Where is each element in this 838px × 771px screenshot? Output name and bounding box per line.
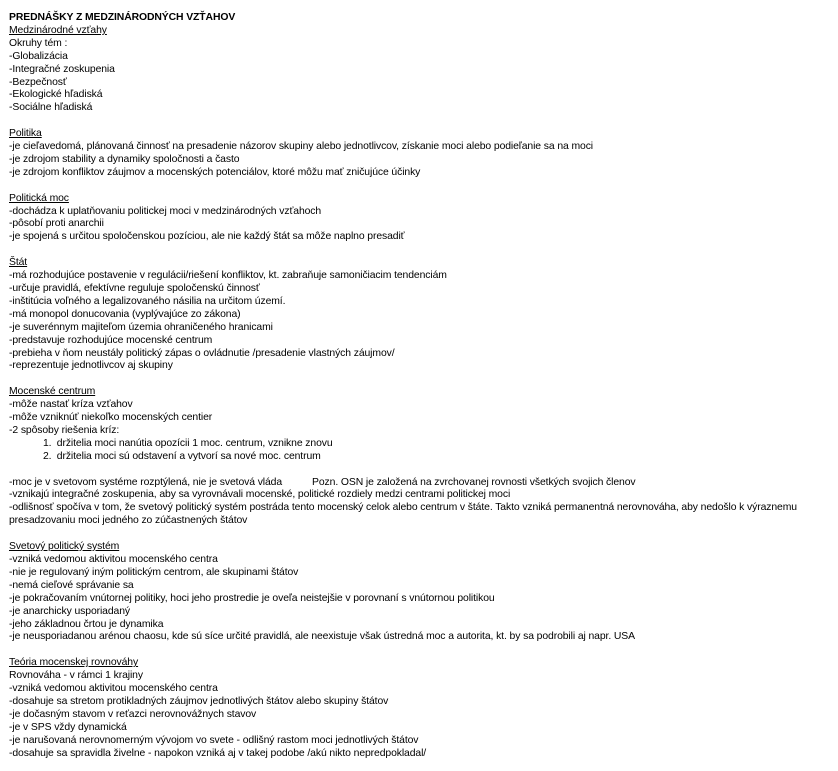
text-line: -nemá cieľové správanie sa bbox=[9, 579, 134, 591]
item-text: držitelia moci nanútia opozícii 1 moc. centrum, vznikne znovu bbox=[56, 437, 333, 449]
document bbox=[9, 12, 831, 760]
text-line: -vzniká vedomou aktivitou mocenského centra bbox=[9, 683, 218, 695]
text-line: Rovnováha - v rámci 1 krajiny bbox=[9, 670, 143, 682]
section-medzinarodne-vztahy bbox=[9, 25, 831, 115]
blank-line bbox=[9, 644, 831, 657]
text-line: -je dočasným stavom v reťazci nerovnovážnych stavov bbox=[9, 708, 257, 720]
text-line-with-note bbox=[9, 477, 831, 490]
text-line: -jeho základnou črtou je dynamika bbox=[9, 618, 164, 630]
text-line: -je cieľavedomá, plánovaná činnosť na presadenie názorov skupiny alebo jednotlivcov, získanie moci alebo podieľanie sa na moci bbox=[9, 141, 594, 153]
blank-line bbox=[9, 115, 831, 128]
numbered-item bbox=[9, 438, 831, 451]
text-line: -je zdrojom konfliktov záujmov a mocenských potenciálov, ktoré môžu mať zničujúce účinky bbox=[9, 166, 421, 178]
text-line: -Globalizácia bbox=[9, 50, 68, 62]
blank-line bbox=[9, 244, 831, 257]
text-line: -dosahuje sa spravidla živelne - napokon vzniká aj v takej podobe /akú nikto nepredpokladal/ bbox=[9, 747, 427, 759]
text-line: -je neusporiadanou arénou chaosu, kde sú síce určité pravidlá, ale neexistuje však ústredná moc a autorita, kt. by sa podrobili aj napr. USA bbox=[9, 631, 635, 643]
text-line: -Ekologické hľadiská bbox=[9, 89, 103, 101]
text-line: -moc je v svetovom systéme rozptýlená, nie je svetová vláda bbox=[9, 476, 283, 488]
section-heading: Mocenské centrum bbox=[9, 386, 96, 398]
text-line: -dochádza k uplatňovaniu politickej moci v medzinárodných vzťahoch bbox=[9, 205, 322, 217]
blank-line bbox=[9, 464, 831, 477]
text-line: -prebieha v ňom neustály politický zápas o ovládnutie /presadenie vlastných záujmov/ bbox=[9, 347, 395, 359]
text-line: -reprezentuje jednotlivcov aj skupiny bbox=[9, 360, 173, 372]
section-politicka-moc bbox=[9, 193, 831, 245]
text-line: -má monopol donucovania (vyplývajúce zo zákona) bbox=[9, 308, 241, 320]
blank-line bbox=[9, 373, 831, 386]
text-line: -vznikajú integračné zoskupenia, aby sa vyrovnávali mocenské, politické rozdiely medzi centrami politickej moci bbox=[9, 489, 511, 501]
text-line: -pôsobí proti anarchii bbox=[9, 218, 104, 230]
text-paragraph: -odlišnosť spočíva v tom, že svetový politický systém postráda tento mocenský celok alebo centrum v štáte. Takto vzniká permanentná nerovnováha, aby nedošlo k výraznemu presadzovaniu moci jedného zo zúčastnených štátov bbox=[9, 502, 797, 527]
section-heading: Štát bbox=[9, 257, 28, 269]
text-line: -je spojená s určitou spoločenskou pozíciou, ale nie každý štát sa môže naplno presadiť bbox=[9, 231, 405, 243]
section-mocenske-centrum bbox=[9, 386, 831, 528]
section-heading: Politika bbox=[9, 128, 42, 140]
text-line: -dosahuje sa stretom protikladných záujmov jednotlivých štátov alebo skupiny štátov bbox=[9, 695, 389, 707]
section-heading: Teória mocenskej rovnováhy bbox=[9, 657, 139, 669]
text-line: -2 spôsoby riešenia kríz: bbox=[9, 424, 120, 436]
text-line: -je zdrojom stability a dynamiky spoločnosti a často bbox=[9, 153, 240, 165]
section-heading: Politická moc bbox=[9, 192, 69, 204]
section-heading: Medzinárodné vzťahy bbox=[9, 24, 107, 36]
text-line: -je narušovaná nerovnomerným vývojom vo svete - odlišný rastom moci jednotlivých štátov bbox=[9, 734, 419, 746]
text-line: -je pokračovaním vnútornej politiky, hoci jeho prostredie je oveľa neistejšie v porovnaní s vnútornou politikou bbox=[9, 592, 495, 604]
text-line: -Integračné zoskupenia bbox=[9, 63, 115, 75]
document-title: PREDNÁŠKY Z MEDZINÁRODNÝCH VZŤAHOV bbox=[9, 12, 236, 23]
section-svetovy-politicky-system bbox=[9, 541, 831, 644]
text-line: -inštitúcia voľného a legalizovaného násilia na určitom území. bbox=[9, 295, 286, 307]
text-line: -určuje pravidlá, efektívne reguluje spoločenskú činnosť bbox=[9, 282, 260, 294]
section-heading: Svetový politický systém bbox=[9, 541, 120, 553]
text-line: -nie je regulovaný iným politickým centrom, ale skupinami štátov bbox=[9, 566, 299, 578]
item-number: 2. bbox=[43, 450, 52, 462]
text-line: -má rozhodujúce postavenie v regulácii/riešení konfliktov, kt. zabraňuje samoničiacim tendenciám bbox=[9, 270, 447, 282]
numbered-item bbox=[9, 451, 831, 464]
blank-line bbox=[9, 180, 831, 193]
text-line: -môže vzniknúť niekoľko mocenských centier bbox=[9, 412, 213, 424]
text-line: Okruhy tém : bbox=[9, 37, 68, 49]
section-stat bbox=[9, 257, 831, 373]
text-line: -je suverénnym majiteľom územia ohraničeného hranicami bbox=[9, 321, 273, 333]
text-line: -predstavuje rozhodujúce mocenské centrum bbox=[9, 334, 213, 346]
item-number: 1. bbox=[43, 437, 52, 449]
section-teoria-mocenskej-rovnovahy bbox=[9, 657, 831, 760]
section-politika bbox=[9, 128, 831, 180]
text-line: -vzniká vedomou aktivitou mocenského centra bbox=[9, 553, 218, 565]
text-line: -je v SPS vždy dynamická bbox=[9, 721, 127, 733]
text-line: -Bezpečnosť bbox=[9, 76, 67, 88]
text-line: -môže nastať kríza vzťahov bbox=[9, 399, 133, 411]
item-text: držitelia moci sú odstavení a vytvorí sa nové moc. centrum bbox=[56, 450, 321, 462]
text-line: -je anarchicky usporiadaný bbox=[9, 605, 130, 617]
blank-line bbox=[9, 528, 831, 541]
note-text: Pozn. OSN je založená na zvrchovanej rovnosti všetkých svojich členov bbox=[312, 476, 636, 488]
text-line: -Sociálne hľadiská bbox=[9, 102, 93, 114]
